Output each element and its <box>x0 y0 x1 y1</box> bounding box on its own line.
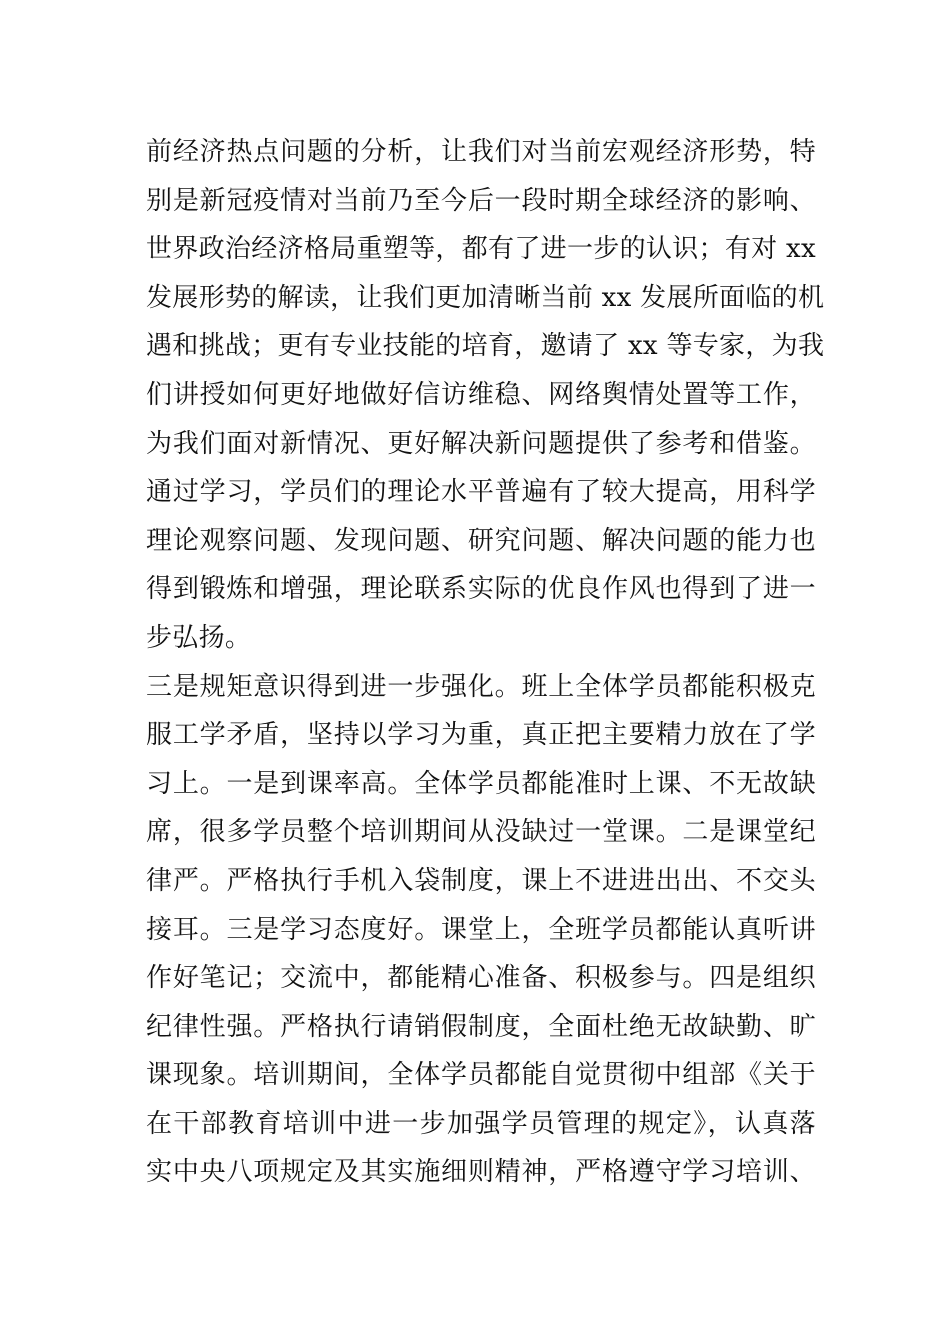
text-line: 接耳。三是学习态度好。课堂上，全班学员都能认真听讲 <box>146 914 816 945</box>
text-line: 习上。一是到课率高。全体学员都能准时上课、不无故缺 <box>146 768 816 799</box>
text-line: 世界政治经济格局重塑等，都有了进一步的认识；有对 xx <box>146 234 816 265</box>
text-line: 课现象。培训期间，全体学员都能自觉贯彻中组部《关于 <box>146 1060 816 1091</box>
text-line: 律严。严格执行手机入袋制度，课上不进进出出、不交头 <box>146 865 816 896</box>
text-line: 纪律性强。严格执行请销假制度，全面杜绝无故缺勤、旷 <box>146 1011 816 1042</box>
text-line: 别是新冠疫情对当前乃至今后一段时期全球经济的影响、 <box>146 185 816 216</box>
text-line: 步弘扬。 <box>146 622 252 653</box>
text-line: 席，很多学员整个培训期间从没缺过一堂课。二是课堂纪 <box>146 817 816 848</box>
body-text <box>146 128 825 1197</box>
text-line: 遇和挑战；更有专业技能的培育，邀请了 xx 等专家，为我 <box>146 331 825 362</box>
text-line: 实中央八项规定及其实施细则精神，严格遵守学习培训、 <box>146 1157 816 1188</box>
text-line: 理论观察问题、发现问题、研究问题、解决问题的能力也 <box>146 525 816 556</box>
text-line: 作好笔记；交流中，都能精心准备、积极参与。四是组织 <box>146 963 816 994</box>
text-line: 服工学矛盾，坚持以学习为重，真正把主要精力放在了学 <box>146 720 816 751</box>
text-line: 前经济热点问题的分析，让我们对当前宏观经济形势，特 <box>146 137 816 167</box>
text-line: 三是规矩意识得到进一步强化。班上全体学员都能积极克 <box>146 671 816 702</box>
text-line: 为我们面对新情况、更好解决新问题提供了参考和借鉴。 <box>146 428 816 459</box>
text-line: 在干部教育培训中进一步加强学员管理的规定》，认真落 <box>146 1108 816 1139</box>
text-line: 得到锻炼和增强，理论联系实际的优良作风也得到了进一 <box>146 574 816 605</box>
text-line: 通过学习，学员们的理论水平普遍有了较大提高，用科学 <box>146 477 816 508</box>
text-line: 发展形势的解读，让我们更加清晰当前 xx 发展所面临的机 <box>146 282 825 313</box>
text-line: 们讲授如何更好地做好信访维稳、网络舆情处置等工作， <box>146 379 816 410</box>
